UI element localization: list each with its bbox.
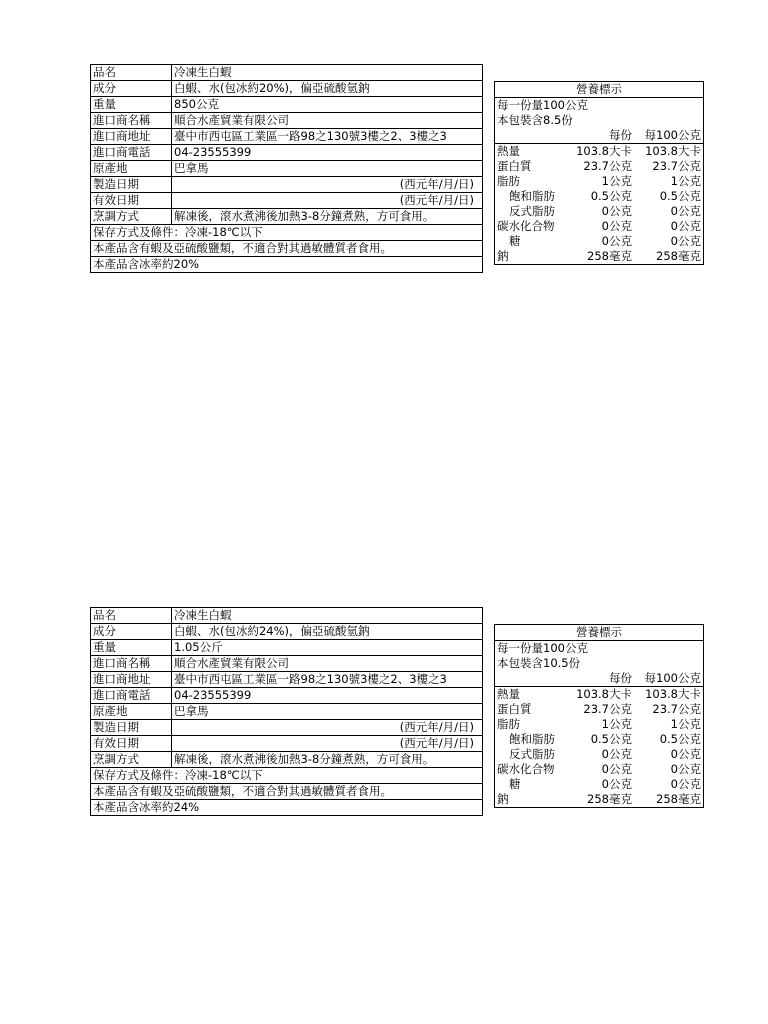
product-info-table [90, 64, 483, 273]
nutrient-row [495, 234, 704, 249]
nutrient-per-100g: 0.5公克 [659, 732, 701, 746]
nutrition-title: 營養標示 [495, 82, 704, 98]
nutrient-per-serving: 1公克 [601, 174, 632, 188]
nutrition-title: 營養標示 [495, 625, 704, 641]
info-value: 冷凍生白蝦 [172, 65, 483, 81]
info-row [91, 624, 483, 640]
info-key: 重量 [91, 97, 172, 113]
servings-per-pack: 本包裝含8.5份 [497, 113, 573, 127]
nutrient-per-100g: 1公克 [670, 174, 701, 188]
nutrient-name: 脂肪 [497, 717, 520, 731]
info-key: 有效日期 [91, 736, 172, 752]
nutrient-row [495, 174, 704, 189]
info-value: 1.05公斤 [172, 640, 483, 656]
info-note: 本產品含有蝦及亞硫酸鹽類，不適合對其過敏體質者食用。 [91, 784, 483, 800]
serving-size: 每一份量100公克 [497, 98, 588, 112]
info-row [91, 65, 483, 81]
nutrient-name: 蛋白質 [497, 159, 532, 173]
nutrient-row [495, 189, 704, 204]
info-key: 有效日期 [91, 193, 172, 209]
info-row [91, 608, 483, 624]
nutrient-per-serving: 23.7公克 [583, 702, 632, 716]
nutrient-per-serving: 0公克 [601, 204, 632, 218]
nutrient-name: 碳水化合物 [497, 219, 555, 233]
column-header-per-serving: 每份 [566, 128, 634, 144]
nutrient-row [495, 747, 704, 762]
info-row [91, 752, 483, 768]
nutrient-name: 鈉 [497, 792, 509, 806]
info-value: 解凍後，滾水煮沸後加熱3-8分鐘煮熟，方可食用。 [172, 752, 483, 768]
nutrient-name: 飽和脂肪 [509, 189, 555, 203]
info-row [91, 640, 483, 656]
info-row [91, 113, 483, 129]
nutrient-name: 熱量 [497, 144, 520, 158]
info-row [91, 720, 483, 736]
info-value: 解凍後，滾水煮沸後加熱3-8分鐘煮熟，方可食用。 [172, 209, 483, 225]
nutrient-name: 熱量 [497, 687, 520, 701]
info-row [91, 97, 483, 113]
info-row [91, 704, 483, 720]
nutrient-name: 碳水化合物 [497, 762, 555, 776]
nutrient-per-serving: 103.8大卡 [576, 144, 632, 158]
column-header-per-100g: 每100公克 [634, 128, 704, 144]
nutrient-per-100g: 258毫克 [656, 249, 701, 263]
nutrient-row [495, 762, 704, 777]
column-header-per-100g: 每100公克 [634, 671, 704, 687]
info-row [91, 129, 483, 145]
info-key: 製造日期 [91, 720, 172, 736]
info-value: 順合水產貿業有限公司 [172, 656, 483, 672]
info-key: 進口商名稱 [91, 113, 172, 129]
info-value: (西元年/月/日) [172, 720, 483, 736]
info-note-row [91, 784, 483, 800]
nutrient-per-serving: 23.7公克 [583, 159, 632, 173]
nutrient-row [495, 219, 704, 234]
nutrient-per-serving: 0.5公克 [590, 732, 632, 746]
info-key: 原產地 [91, 704, 172, 720]
nutrient-per-100g: 23.7公克 [652, 702, 701, 716]
info-key: 製造日期 [91, 177, 172, 193]
info-note: 本產品含有蝦及亞硫酸鹽類，不適合對其過敏體質者食用。 [91, 241, 483, 257]
info-note: 保存方式及條件：冷凍-18℃以下 [91, 768, 483, 784]
info-note: 本產品含冰率約24% [91, 800, 483, 816]
info-note-row [91, 257, 483, 273]
info-value: 冷凍生白蝦 [172, 608, 483, 624]
nutrient-per-100g: 0公克 [670, 219, 701, 233]
nutrient-per-100g: 0公克 [670, 777, 701, 791]
nutrient-per-100g: 103.8大卡 [645, 144, 701, 158]
info-value: (西元年/月/日) [172, 736, 483, 752]
info-note: 本產品含冰率約20% [91, 257, 483, 273]
info-key: 品名 [91, 65, 172, 81]
nutrient-per-serving: 103.8大卡 [576, 687, 632, 701]
info-key: 進口商地址 [91, 672, 172, 688]
info-row [91, 688, 483, 704]
info-row [91, 672, 483, 688]
info-note-row [91, 225, 483, 241]
info-key: 原產地 [91, 161, 172, 177]
nutrient-per-100g: 0公克 [670, 762, 701, 776]
nutrition-table [494, 624, 704, 808]
info-row [91, 161, 483, 177]
nutrient-per-100g: 103.8大卡 [645, 687, 701, 701]
nutrient-name: 反式脂肪 [509, 747, 555, 761]
nutrient-per-serving: 0公克 [601, 762, 632, 776]
nutrient-name: 鈉 [497, 249, 509, 263]
nutrient-name: 反式脂肪 [509, 204, 555, 218]
info-row [91, 177, 483, 193]
nutrient-per-100g: 0公克 [670, 747, 701, 761]
info-key: 品名 [91, 608, 172, 624]
nutrient-per-serving: 0公克 [601, 219, 632, 233]
info-value: 臺中市西屯區工業區一路98之130號3樓之2、3樓之3 [172, 672, 483, 688]
nutrient-row [495, 792, 704, 808]
nutrient-per-100g: 0公克 [670, 234, 701, 248]
info-key: 進口商地址 [91, 129, 172, 145]
info-value: 白蝦、水(包冰約24%)，偏亞硫酸氫鈉 [172, 624, 483, 640]
nutrient-per-serving: 0公克 [601, 777, 632, 791]
info-key: 進口商電話 [91, 145, 172, 161]
nutrition-table [494, 81, 704, 265]
info-key: 成分 [91, 81, 172, 97]
nutrient-per-100g: 258毫克 [656, 792, 701, 806]
column-header-per-serving: 每份 [566, 671, 634, 687]
product-info-table [90, 607, 483, 816]
info-note-row [91, 800, 483, 816]
nutrient-row [495, 732, 704, 747]
nutrient-per-serving: 1公克 [601, 717, 632, 731]
nutrient-name: 糖 [509, 234, 521, 248]
nutrient-row [495, 204, 704, 219]
servings-per-pack: 本包裝含10.5份 [497, 656, 581, 670]
nutrient-per-100g: 0.5公克 [659, 189, 701, 203]
nutrient-name: 糖 [509, 777, 521, 791]
nutrient-per-serving: 258毫克 [587, 792, 632, 806]
nutrient-per-serving: 258毫克 [587, 249, 632, 263]
info-row [91, 145, 483, 161]
nutrient-row [495, 159, 704, 174]
nutrient-row [495, 717, 704, 732]
info-value: 白蝦、水(包冰約20%)，偏亞硫酸氫鈉 [172, 81, 483, 97]
info-row [91, 656, 483, 672]
info-row [91, 209, 483, 225]
nutrient-per-serving: 0公克 [601, 234, 632, 248]
info-key: 烹調方式 [91, 752, 172, 768]
info-key: 進口商名稱 [91, 656, 172, 672]
nutrient-name: 飽和脂肪 [509, 732, 555, 746]
nutrient-row [495, 777, 704, 792]
info-key: 重量 [91, 640, 172, 656]
nutrient-row [495, 144, 704, 160]
info-note: 保存方式及條件：冷凍-18℃以下 [91, 225, 483, 241]
info-value: 巴拿馬 [172, 704, 483, 720]
info-value: 臺中市西屯區工業區一路98之130號3樓之2、3樓之3 [172, 129, 483, 145]
info-value: 順合水產貿業有限公司 [172, 113, 483, 129]
info-value: 巴拿馬 [172, 161, 483, 177]
nutrient-per-100g: 0公克 [670, 204, 701, 218]
info-value: (西元年/月/日) [172, 177, 483, 193]
info-row [91, 736, 483, 752]
info-key: 進口商電話 [91, 688, 172, 704]
info-note-row [91, 768, 483, 784]
info-key: 烹調方式 [91, 209, 172, 225]
nutrient-per-serving: 0.5公克 [590, 189, 632, 203]
info-value: 04-23555399 [172, 145, 483, 161]
info-key: 成分 [91, 624, 172, 640]
nutrient-per-serving: 0公克 [601, 747, 632, 761]
info-value: 04-23555399 [172, 688, 483, 704]
nutrient-name: 脂肪 [497, 174, 520, 188]
nutrient-name: 蛋白質 [497, 702, 532, 716]
info-row [91, 81, 483, 97]
info-value: 850公克 [172, 97, 483, 113]
info-note-row [91, 241, 483, 257]
nutrient-row [495, 702, 704, 717]
nutrient-row [495, 249, 704, 265]
nutrient-per-100g: 1公克 [670, 717, 701, 731]
serving-size: 每一份量100公克 [497, 641, 588, 655]
nutrient-per-100g: 23.7公克 [652, 159, 701, 173]
info-row [91, 193, 483, 209]
nutrient-row [495, 687, 704, 703]
info-value: (西元年/月/日) [172, 193, 483, 209]
